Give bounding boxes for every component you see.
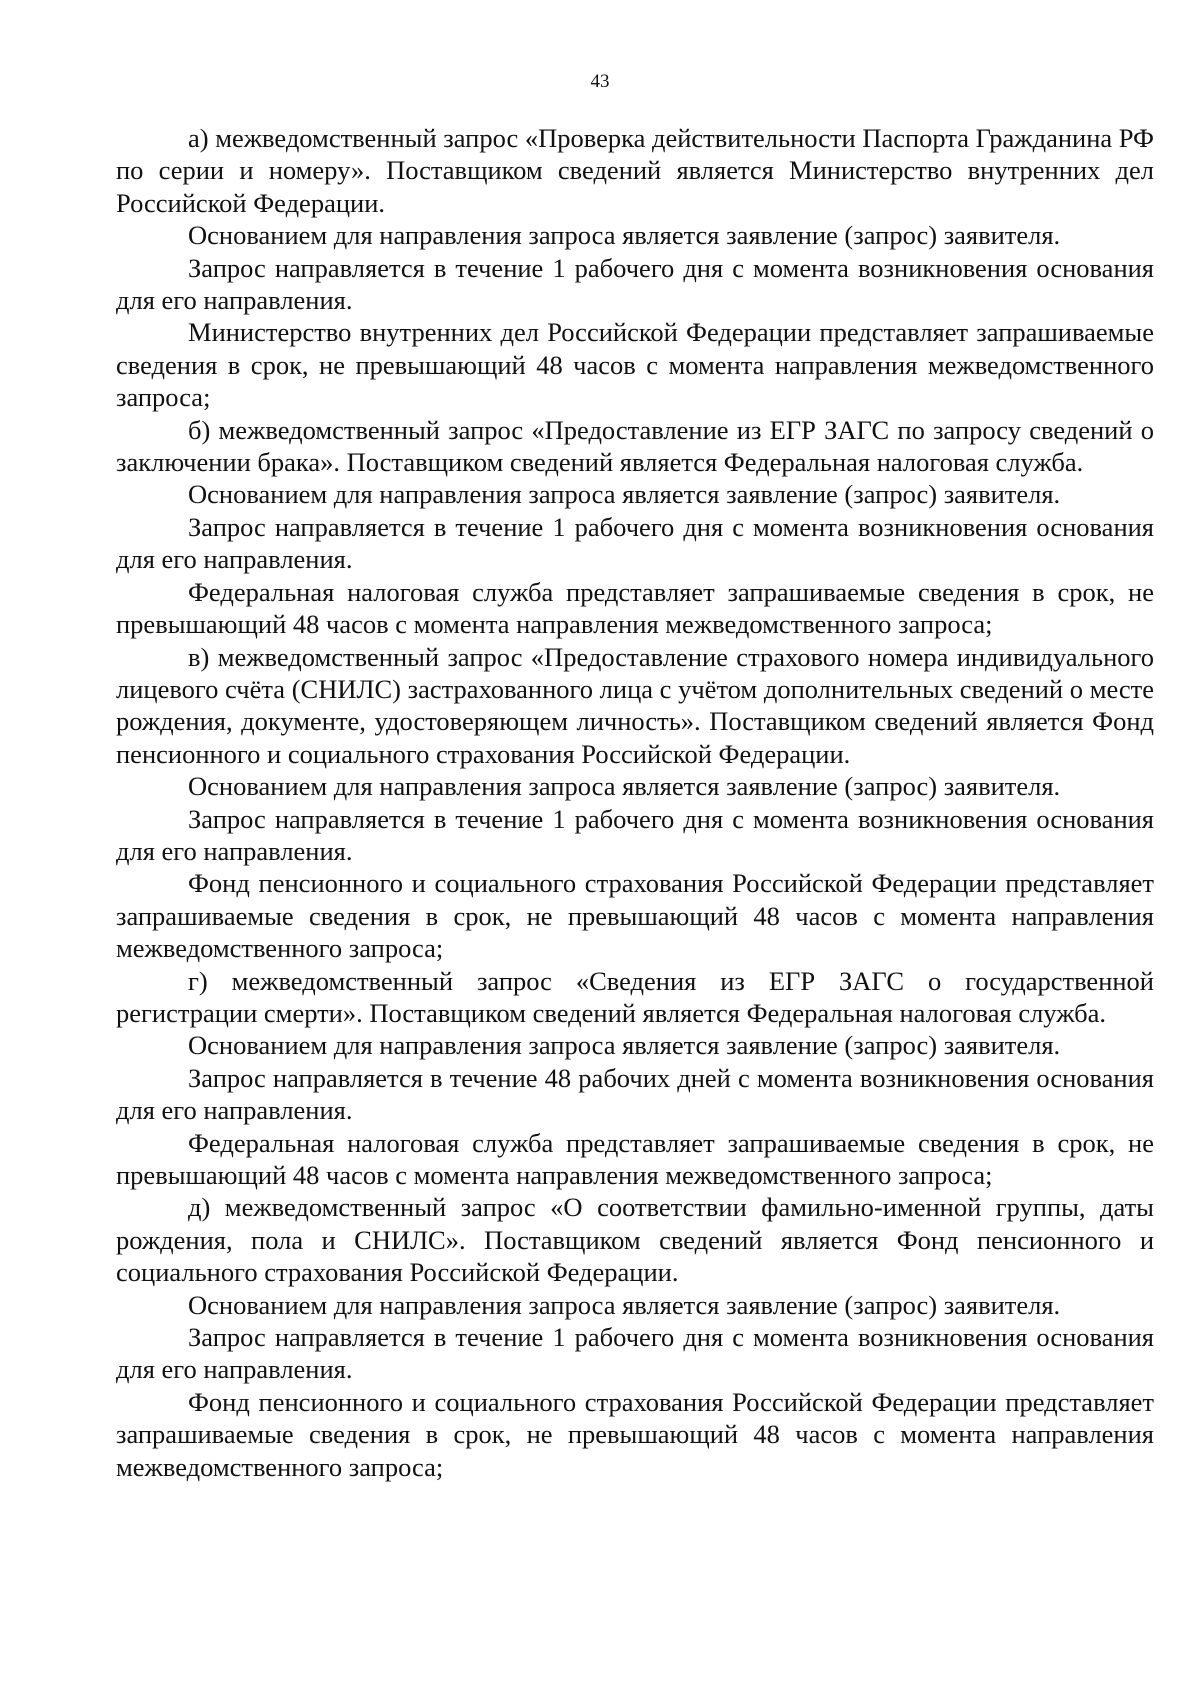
paragraph: Федеральная налоговая служба представляет запрашиваемые сведения в срок, не превышающий 48 часов с момента направления межведомственного запроса; <box>116 1127 1154 1190</box>
paragraph-d-request: д) межведомственный запрос «О соответствии фамильно-именной группы, даты рождения, пола и СНИЛС». Поставщиком сведений является Фонд пенсионного и социального страхования Российской Федерации. <box>116 1192 1154 1288</box>
paragraph: Министерство внутренних дел Российской Федерации представляет запрашиваемые сведения в срок, не превышающий 48 часов с момента направления межведомственного запроса; <box>116 317 1154 413</box>
paragraph: Основанием для направления запроса является заявление (запрос) заявителя. <box>188 479 1061 510</box>
paragraph: Основанием для направления запроса является заявление (запрос) заявителя. <box>188 771 1061 802</box>
paragraph: Основанием для направления запроса является заявление (запрос) заявителя. <box>188 220 1061 251</box>
paragraph: Федеральная налоговая служба представляет запрашиваемые сведения в срок, не превышающий 48 часов с момента направления межведомственного запроса; <box>116 576 1154 640</box>
paragraph: Фонд пенсионного и социального страхования Российской Федерации представляет запрашиваемые сведения в срок, не превышающий 48 часов с момента направления межведомственного запроса; <box>116 868 1154 964</box>
paragraph: Запрос направляется в течение 1 рабочего дня с момента возникновения основания для его направления. <box>116 252 1154 316</box>
paragraph-g-request: г) межведомственный запрос «Сведения из ЕГР ЗАГС о государственной регистрации смерти». Поставщиком сведений является Федеральная налоговая служба. <box>116 965 1154 1028</box>
document-body <box>116 122 1154 1483</box>
paragraph: Запрос направляется в течение 1 рабочего дня с момента возникновения основания для его направления. <box>116 803 1154 866</box>
paragraph: Основанием для направления запроса является заявление (запрос) заявителя. <box>188 1030 1061 1061</box>
paragraph: Запрос направляется в течение 1 рабочего дня с момента возникновения основания для его направления. <box>116 511 1154 575</box>
paragraph: Запрос направляется в течение 1 рабочего дня с момента возникновения основания для его направления. <box>116 1322 1154 1385</box>
paragraph: Основанием для направления запроса является заявление (запрос) заявителя. <box>188 1289 1061 1320</box>
paragraph-v-request: в) межведомственный запрос «Предоставление страхового номера индивидуального лицевого счёта (СНИЛС) застрахованного лица с учётом дополнительных сведений о месте рождения, документе, удостоверяющем личность». Поставщиком сведений является Фонд пенсионного и социального страхования Российской Федерации. <box>116 641 1154 769</box>
paragraph: Запрос направляется в течение 48 рабочих дней с момента возникновения основания для его направления. <box>116 1062 1154 1126</box>
paragraph-b-request: б) межведомственный запрос «Предоставление из ЕГР ЗАГС по запросу сведений о заключении брака». Поставщиком сведений является Федеральная налоговая служба. <box>116 414 1154 478</box>
paragraph-a-request: а) межведомственный запрос «Проверка действительности Паспорта Гражданина РФ по серии и номеру». Поставщиком сведений является Министерство внутренних дел Российской Федерации. <box>116 123 1154 218</box>
paragraph: Фонд пенсионного и социального страхования Российской Федерации представляет запрашиваемые сведения в срок, не превышающий 48 часов с момента направления межведомственного запроса; <box>116 1386 1154 1482</box>
page-number: 43 <box>590 71 610 92</box>
